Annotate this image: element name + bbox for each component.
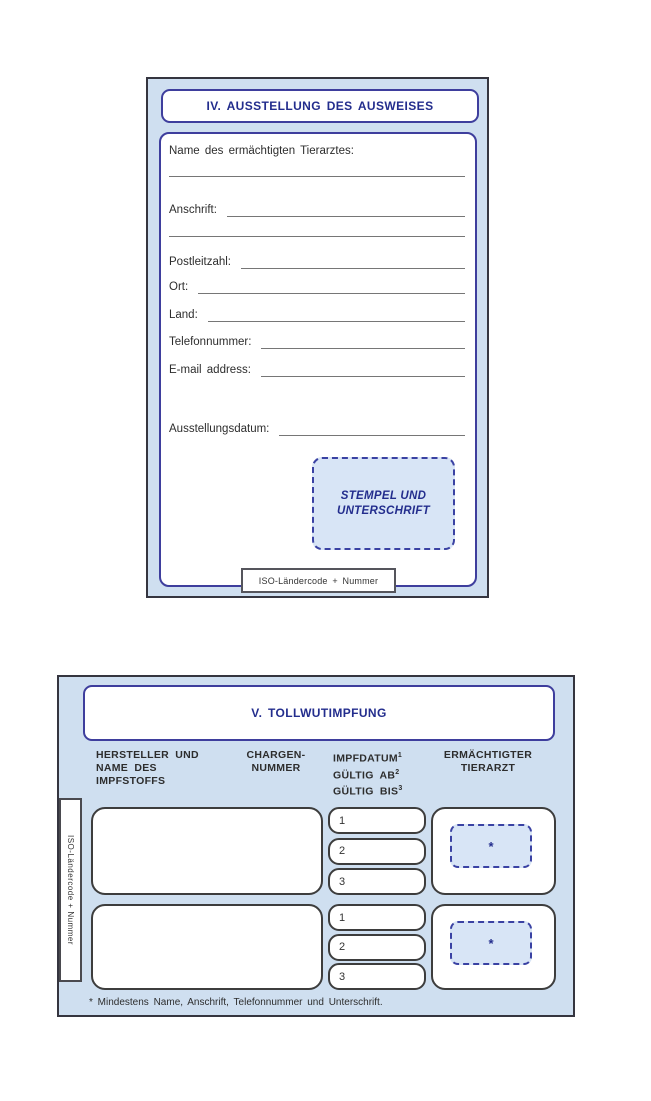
- date-fields-1: [328, 807, 426, 895]
- postcode-row: [169, 255, 465, 269]
- email-fill-line: [261, 364, 465, 377]
- vaccination-row-2: [59, 904, 573, 990]
- vet-stamp-area-1: [450, 824, 532, 868]
- vaccination-row-1: [59, 807, 573, 895]
- manufacturer-batch-box-2: [91, 904, 323, 990]
- section-iv-card: [146, 77, 489, 598]
- email-label: E-mail address:: [169, 364, 251, 376]
- country-row: [169, 308, 465, 322]
- date-field-2-2: 2: [328, 934, 426, 961]
- phone-fill-line: [261, 336, 465, 349]
- vet-name-fill-line: [169, 176, 465, 177]
- date-fields-2: [328, 904, 426, 990]
- manufacturer-batch-box-1: [91, 807, 323, 895]
- vet-name-label: Name des ermächtigten Tierarztes:: [169, 145, 354, 157]
- section-v-title: V. TOLLWUTIMPFUNG: [251, 706, 387, 720]
- city-row: [169, 280, 465, 294]
- postcode-label: Postleitzahl:: [169, 256, 232, 268]
- footnote: * Mindestens Name, Anschrift, Telefonnummer und Unterschrift.: [89, 997, 383, 1008]
- address-label: Anschrift:: [169, 204, 217, 216]
- stamp-line-2: UNTERSCHRIFT: [336, 504, 431, 517]
- stamp-line-1: STEMPEL UND: [340, 489, 427, 502]
- column-header-manufacturer: HERSTELLER UND NAME DES IMPFSTOFFS: [96, 749, 199, 787]
- section-iv-form-panel: [159, 132, 477, 587]
- stamp-signature-box: [312, 457, 455, 550]
- country-fill-line: [208, 309, 465, 322]
- issue-date-label: Ausstellungsdatum:: [169, 423, 270, 435]
- vet-box-1: [431, 807, 556, 895]
- date-field-1-3: 3: [328, 868, 426, 895]
- section-v-card: [57, 675, 575, 1017]
- section-iv-title: IV. AUSSTELLUNG DES AUSWEISES: [206, 99, 434, 113]
- issue-date-fill-line: [279, 423, 465, 436]
- section-iv-title-box: [161, 89, 479, 123]
- date-field-2-3: 3: [328, 963, 426, 990]
- email-row: [169, 363, 465, 377]
- phone-label: Telefonnummer:: [169, 336, 252, 348]
- iso-country-code-tab: ISO-Ländercode + Nummer: [241, 568, 396, 593]
- asterisk-1: *: [488, 838, 494, 854]
- date-field-2-1: 1: [328, 904, 426, 931]
- column-header-vaccination-date: IMPFDATUM$^1$ GÜLTIG $AB^2$ GÜLTIG BIS$^3$: [333, 752, 403, 798]
- address-fill-line-2: [169, 236, 465, 237]
- postcode-fill-line: [241, 256, 465, 269]
- city-fill-line: [198, 281, 465, 294]
- issue-date-row: [169, 422, 465, 436]
- country-label: Land:: [169, 309, 198, 321]
- column-header-batch-number: CHARGEN- NUMMER: [246, 749, 306, 774]
- address-row: [169, 203, 465, 217]
- address-fill-line: [227, 204, 465, 217]
- city-label: Ort:: [169, 281, 189, 293]
- date-field-1-2: 2: [328, 838, 426, 865]
- phone-row: [169, 335, 465, 349]
- iso-country-code-side-tab: ISO-Ländercode + Nummer: [59, 798, 82, 982]
- section-v-title-box: [83, 685, 555, 741]
- column-header-authorised-vet: ERMÄCHTIGTER TIERARZT: [443, 749, 533, 774]
- date-field-1-1: 1: [328, 807, 426, 834]
- asterisk-2: *: [488, 935, 494, 951]
- vet-box-2: [431, 904, 556, 990]
- vet-stamp-area-2: [450, 921, 532, 965]
